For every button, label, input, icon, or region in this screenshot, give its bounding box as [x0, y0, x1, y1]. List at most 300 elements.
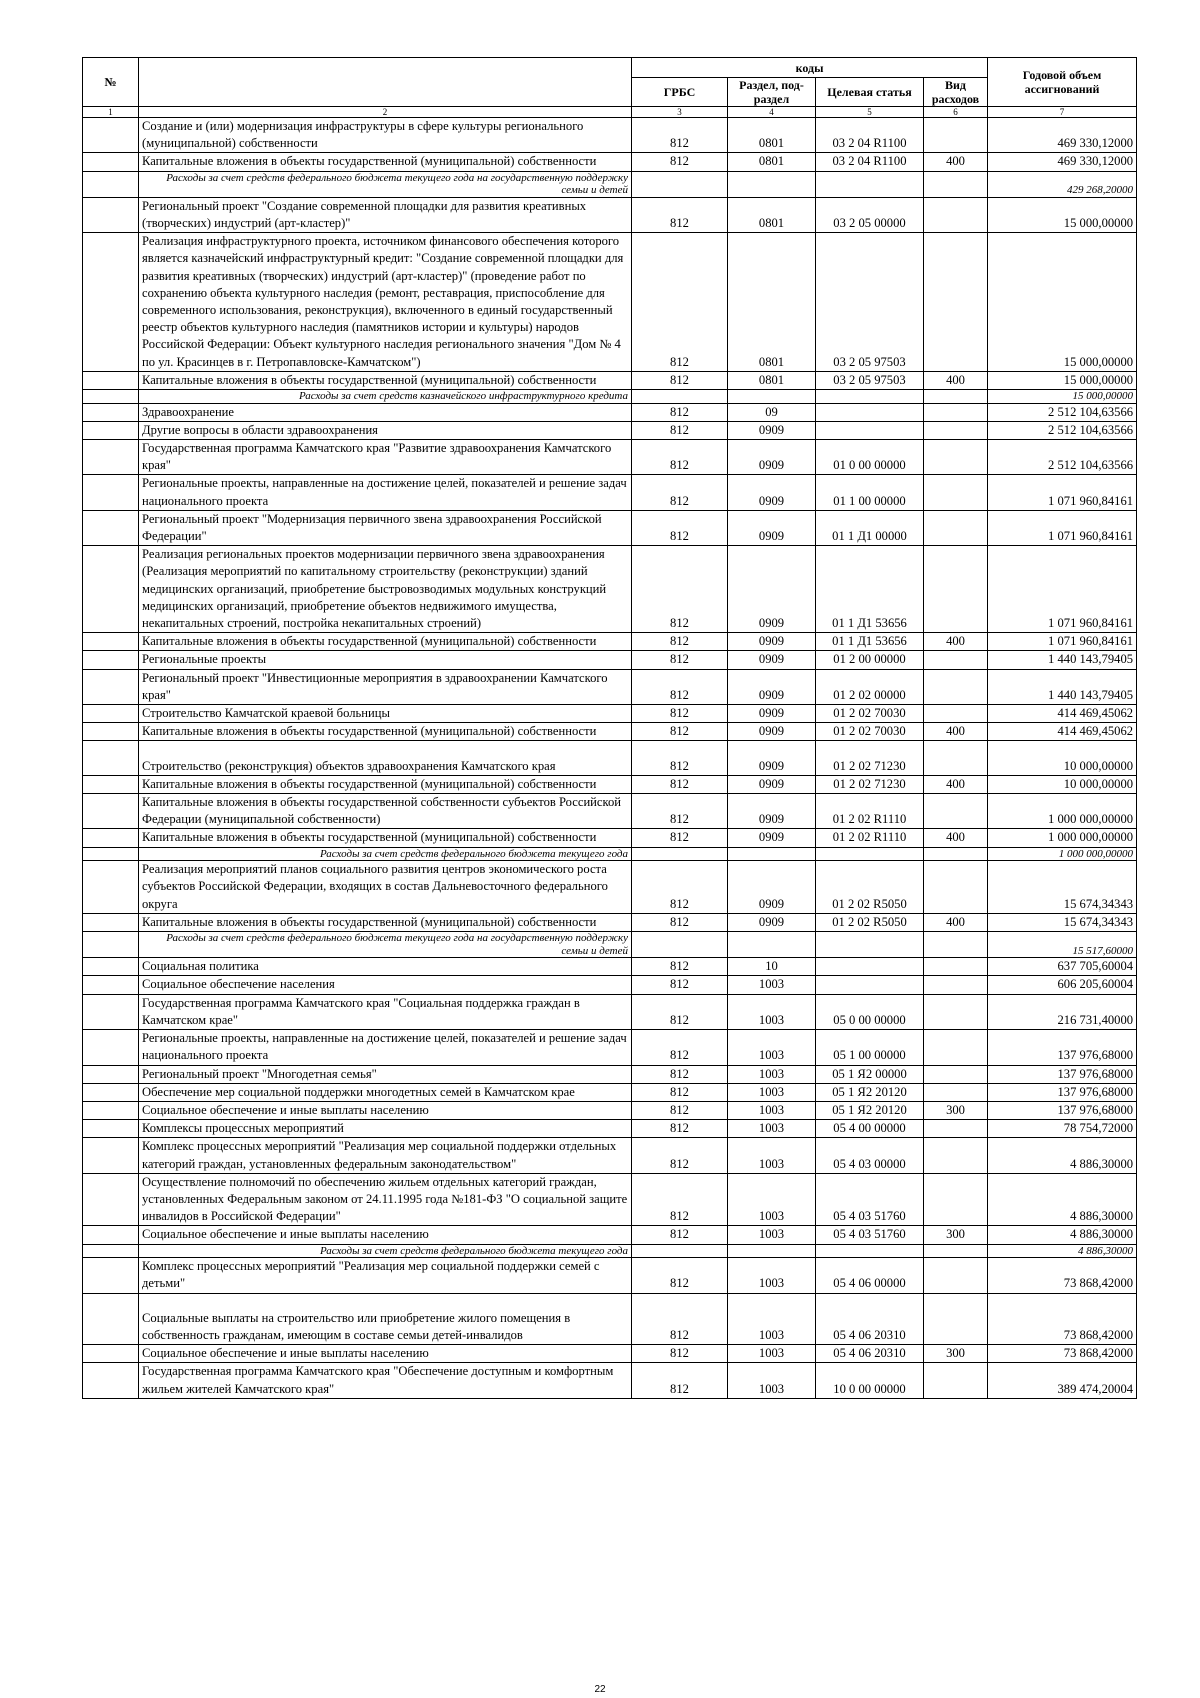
cell-name: Капитальные вложения в объекты государственной (муниципальной) собственности: [139, 723, 632, 741]
table-row: [83, 1226, 1137, 1244]
table-row: [83, 440, 1137, 475]
cell-amount: 15 000,00000: [988, 390, 1137, 404]
cell-amount: 4 886,30000: [988, 1138, 1137, 1173]
table-row: [83, 651, 1137, 669]
cell-amount: 15 674,34343: [988, 913, 1137, 931]
cell-section: 1003: [728, 1083, 816, 1101]
cell-amount: 15 000,00000: [988, 197, 1137, 232]
cell-grbs: 812: [632, 475, 728, 510]
cell-target-article: 10 0 00 00000: [816, 1363, 924, 1398]
cell-amount: 1 071 960,84161: [988, 633, 1137, 651]
cell-grbs: 812: [632, 633, 728, 651]
cell-section: [728, 390, 816, 404]
cell-grbs: 812: [632, 741, 728, 775]
cell-grbs: 812: [632, 1138, 728, 1173]
cell-name: Реализация инфраструктурного проекта, источником финансового обеспечения которого является казначейский инфраструктурный кредит: "Создание современной площадки для развития креативных (творческих) индустрий (арт-кластер)" (проведение работ по сохранению объекта культурного наследия (ремонт, реставрация, приспособление для современного использования, реконструкция), включенного в единый государственный реестр объектов культурного наследия (памятников истории и культуры) народов Российской Федерации: Объект культурного наследия регионального значения "Дом № 4 по ул. Красинцев в г. Петропавловске-Камчатском"): [139, 233, 632, 372]
cell-name: Социальное обеспечение и иные выплаты населению: [139, 1345, 632, 1363]
cell-target-article: [816, 976, 924, 994]
cell-name: Социальная политика: [139, 958, 632, 976]
cell-target-article: 03 2 05 00000: [816, 197, 924, 232]
cell-target-article: 05 4 03 51760: [816, 1226, 924, 1244]
cell-amount: 2 512 104,63566: [988, 403, 1137, 421]
cell-amount: 73 868,42000: [988, 1258, 1137, 1293]
cell-section: 1003: [728, 1345, 816, 1363]
cell-target-article: [816, 421, 924, 439]
cell-expense-kind: [924, 1065, 988, 1083]
cell-name: Социальные выплаты на строительство или приобретение жилого помещения в собственность гражданам, имеющим в составе семьи детей-инвалидов: [139, 1293, 632, 1345]
cell-section: 0909: [728, 861, 816, 914]
cell-section: 0801: [728, 233, 816, 372]
table-row: [83, 958, 1137, 976]
funding-note-row: [83, 171, 1137, 197]
cell-section: 1003: [728, 1226, 816, 1244]
table-row: [83, 1293, 1137, 1345]
cell-grbs: 812: [632, 1101, 728, 1119]
cell-amount: 469 330,12000: [988, 153, 1137, 171]
cell-grbs: 812: [632, 371, 728, 389]
header-number: №: [83, 58, 139, 107]
cell-expense-kind: [924, 233, 988, 372]
cell-grbs: [632, 1244, 728, 1258]
table-row: [83, 994, 1137, 1029]
cell-grbs: 812: [632, 1065, 728, 1083]
cell-section: 1003: [728, 1293, 816, 1345]
table-row: [83, 197, 1137, 232]
cell-expense-kind: [924, 1138, 988, 1173]
table-row: [83, 1120, 1137, 1138]
cell-name: Региональный проект "Инвестиционные мероприятия в здравоохранении Камчатского края": [139, 669, 632, 704]
cell-number: [83, 1293, 139, 1345]
cell-number: [83, 1138, 139, 1173]
cell-section: 1003: [728, 1138, 816, 1173]
cell-amount: 1 000 000,00000: [988, 829, 1137, 847]
cell-target-article: 05 4 03 00000: [816, 1138, 924, 1173]
cell-expense-kind: [924, 118, 988, 153]
cell-amount: 414 469,45062: [988, 723, 1137, 741]
cell-number: [83, 794, 139, 829]
cell-expense-kind: [924, 421, 988, 439]
cell-number: [83, 153, 139, 171]
table-row: [83, 829, 1137, 847]
cell-amount: 429 268,20000: [988, 171, 1137, 197]
cell-name: Региональный проект "Многодетная семья": [139, 1065, 632, 1083]
table-row: [83, 633, 1137, 651]
cell-number: [83, 546, 139, 633]
cell-target-article: 05 4 06 20310: [816, 1293, 924, 1345]
cell-target-article: 01 2 02 70030: [816, 723, 924, 741]
cell-name: Региональные проекты, направленные на достижение целей, показателей и решение задач национального проекта: [139, 1030, 632, 1065]
cell-expense-kind: [924, 958, 988, 976]
cell-grbs: 812: [632, 1345, 728, 1363]
cell-expense-kind: [924, 861, 988, 914]
cell-amount: 1 071 960,84161: [988, 475, 1137, 510]
cell-amount: 389 474,20004: [988, 1363, 1137, 1398]
cell-target-article: 01 2 02 R1110: [816, 829, 924, 847]
funding-note-row: [83, 1244, 1137, 1258]
column-number: 5: [816, 107, 924, 118]
cell-section: 0909: [728, 775, 816, 793]
cell-number: [83, 233, 139, 372]
cell-section: 0909: [728, 421, 816, 439]
table-row: [83, 794, 1137, 829]
cell-amount: 2 512 104,63566: [988, 421, 1137, 439]
cell-section: 0909: [728, 475, 816, 510]
cell-section: 1003: [728, 1258, 816, 1293]
header-target: Целевая статья: [816, 78, 924, 107]
cell-number: [83, 723, 139, 741]
cell-number: [83, 1363, 139, 1398]
cell-section: 09: [728, 403, 816, 421]
cell-section: [728, 1244, 816, 1258]
header-amount: Годовой объем ассигнований: [988, 58, 1137, 107]
cell-number: [83, 118, 139, 153]
cell-name: Капитальные вложения в объекты государственной собственности субъектов Российской Федерации (муниципальной собственности): [139, 794, 632, 829]
column-number: 1: [83, 107, 139, 118]
table-row: [83, 913, 1137, 931]
cell-target-article: 01 2 02 71230: [816, 775, 924, 793]
table-row: [83, 403, 1137, 421]
cell-amount: 4 886,30000: [988, 1244, 1137, 1258]
cell-amount: 1 071 960,84161: [988, 546, 1137, 633]
cell-amount: 1 440 143,79405: [988, 669, 1137, 704]
column-number: 2: [139, 107, 632, 118]
cell-grbs: 812: [632, 669, 728, 704]
cell-grbs: 812: [632, 651, 728, 669]
cell-number: [83, 958, 139, 976]
cell-number: [83, 510, 139, 545]
cell-grbs: 812: [632, 994, 728, 1029]
table-row: [83, 1065, 1137, 1083]
cell-name: Капитальные вложения в объекты государственной (муниципальной) собственности: [139, 829, 632, 847]
cell-amount: 78 754,72000: [988, 1120, 1137, 1138]
cell-expense-kind: [924, 1293, 988, 1345]
cell-name: Капитальные вложения в объекты государственной (муниципальной) собственности: [139, 913, 632, 931]
table-row: [83, 1101, 1137, 1119]
table-row: [83, 775, 1137, 793]
cell-expense-kind: [924, 794, 988, 829]
cell-expense-kind: [924, 741, 988, 775]
cell-target-article: [816, 403, 924, 421]
cell-expense-kind: [924, 847, 988, 861]
column-number: 3: [632, 107, 728, 118]
cell-target-article: 03 2 05 97503: [816, 371, 924, 389]
cell-name: Расходы за счет средств федерального бюджета текущего года: [139, 847, 632, 861]
table-row: [83, 1345, 1137, 1363]
cell-number: [83, 475, 139, 510]
cell-grbs: 812: [632, 1120, 728, 1138]
cell-target-article: 01 0 00 00000: [816, 440, 924, 475]
cell-section: 0909: [728, 794, 816, 829]
cell-section: 0909: [728, 741, 816, 775]
cell-amount: 10 000,00000: [988, 741, 1137, 775]
table-row: [83, 705, 1137, 723]
cell-section: 0801: [728, 118, 816, 153]
cell-amount: 15 517,60000: [988, 932, 1137, 958]
header-codes: коды: [632, 58, 988, 78]
cell-section: [728, 171, 816, 197]
cell-name: Реализация региональных проектов модернизации первичного звена здравоохранения (Реализация мероприятий по капитальному строительству (реконструкции) зданий медицинских организаций, приобретение быстровозводимых модульных конструкций медицинских организаций, приобретение объектов недвижимого имущества, некапитальных строений, постройка некапитальных строений): [139, 546, 632, 633]
cell-number: [83, 171, 139, 197]
table-row: [83, 233, 1137, 372]
cell-grbs: 812: [632, 1083, 728, 1101]
cell-section: 1003: [728, 1173, 816, 1226]
cell-section: 0801: [728, 153, 816, 171]
cell-section: 0909: [728, 651, 816, 669]
cell-amount: 137 976,68000: [988, 1083, 1137, 1101]
cell-name: Другие вопросы в области здравоохранения: [139, 421, 632, 439]
cell-name: Государственная программа Камчатского края "Социальная поддержка граждан в Камчатском крае": [139, 994, 632, 1029]
cell-number: [83, 669, 139, 704]
cell-number: [83, 1345, 139, 1363]
cell-number: [83, 1065, 139, 1083]
cell-amount: 606 205,60004: [988, 976, 1137, 994]
cell-name: Капитальные вложения в объекты государственной (муниципальной) собственности: [139, 775, 632, 793]
column-number: 4: [728, 107, 816, 118]
column-number: 7: [988, 107, 1137, 118]
cell-number: [83, 913, 139, 931]
cell-number: [83, 932, 139, 958]
table-row: [83, 861, 1137, 914]
cell-expense-kind: [924, 705, 988, 723]
table-row: [83, 1363, 1137, 1398]
cell-number: [83, 371, 139, 389]
cell-target-article: [816, 958, 924, 976]
cell-amount: 1 440 143,79405: [988, 651, 1137, 669]
table-row: [83, 1030, 1137, 1065]
cell-amount: 73 868,42000: [988, 1293, 1137, 1345]
cell-grbs: 812: [632, 403, 728, 421]
cell-expense-kind: 400: [924, 723, 988, 741]
funding-note-row: [83, 932, 1137, 958]
cell-name: Создание и (или) модернизация инфраструктуры в сфере культуры регионального (муниципальной) собственности: [139, 118, 632, 153]
cell-number: [83, 976, 139, 994]
budget-table-sheet: [82, 57, 1136, 1399]
cell-target-article: 03 2 05 97503: [816, 233, 924, 372]
cell-name: Реализация мероприятий планов социального развития центров экономического роста субъектов Российской Федерации, входящих в состав Дальневосточного федерального округа: [139, 861, 632, 914]
table-row: [83, 546, 1137, 633]
cell-number: [83, 390, 139, 404]
cell-name: Социальное обеспечение населения: [139, 976, 632, 994]
cell-amount: 73 868,42000: [988, 1345, 1137, 1363]
cell-grbs: 812: [632, 861, 728, 914]
cell-expense-kind: [924, 1363, 988, 1398]
table-row: [83, 723, 1137, 741]
cell-grbs: 812: [632, 1258, 728, 1293]
cell-grbs: 812: [632, 958, 728, 976]
table-row: [83, 371, 1137, 389]
cell-expense-kind: [924, 171, 988, 197]
cell-number: [83, 775, 139, 793]
cell-amount: 637 705,60004: [988, 958, 1137, 976]
cell-number: [83, 1120, 139, 1138]
table-row: [83, 1258, 1137, 1293]
cell-number: [83, 1173, 139, 1226]
cell-section: [728, 932, 816, 958]
table-row: [83, 1173, 1137, 1226]
cell-grbs: 812: [632, 421, 728, 439]
cell-number: [83, 705, 139, 723]
cell-section: 0909: [728, 723, 816, 741]
page-number: 22: [594, 1684, 606, 1695]
cell-number: [83, 1226, 139, 1244]
table-row: [83, 741, 1137, 775]
cell-amount: 414 469,45062: [988, 705, 1137, 723]
cell-target-article: 01 2 02 R5050: [816, 861, 924, 914]
cell-target-article: [816, 390, 924, 404]
table-row: [83, 153, 1137, 171]
cell-name: Капитальные вложения в объекты государственной (муниципальной) собственности: [139, 633, 632, 651]
cell-number: [83, 1244, 139, 1258]
header-kind: Вид расходов: [924, 78, 988, 107]
cell-name: Капитальные вложения в объекты государственной (муниципальной) собственности: [139, 153, 632, 171]
cell-expense-kind: [924, 390, 988, 404]
cell-target-article: 01 1 Д1 00000: [816, 510, 924, 545]
cell-expense-kind: [924, 976, 988, 994]
cell-expense-kind: [924, 1120, 988, 1138]
table-row: [83, 421, 1137, 439]
cell-grbs: 812: [632, 233, 728, 372]
cell-name: Государственная программа Камчатского края "Обеспечение доступным и комфортным жильем жителей Камчатского края": [139, 1363, 632, 1398]
cell-number: [83, 403, 139, 421]
cell-target-article: 05 0 00 00000: [816, 994, 924, 1029]
cell-section: 1003: [728, 1065, 816, 1083]
cell-grbs: 812: [632, 153, 728, 171]
cell-number: [83, 633, 139, 651]
cell-name: Расходы за счет средств федерального бюджета текущего года на государственную поддержку семьи и детей: [139, 171, 632, 197]
cell-expense-kind: [924, 1258, 988, 1293]
cell-section: 1003: [728, 1101, 816, 1119]
cell-target-article: 01 1 00 00000: [816, 475, 924, 510]
cell-section: 1003: [728, 1363, 816, 1398]
cell-expense-kind: [924, 651, 988, 669]
cell-number: [83, 741, 139, 775]
cell-amount: 1 000 000,00000: [988, 794, 1137, 829]
cell-amount: 1 071 960,84161: [988, 510, 1137, 545]
cell-target-article: [816, 932, 924, 958]
cell-section: 0801: [728, 197, 816, 232]
cell-expense-kind: [924, 994, 988, 1029]
cell-target-article: 01 2 02 71230: [816, 741, 924, 775]
cell-target-article: 03 2 04 R1100: [816, 153, 924, 171]
cell-target-article: 05 4 03 51760: [816, 1173, 924, 1226]
cell-target-article: 05 1 Я2 20120: [816, 1083, 924, 1101]
cell-amount: 15 674,34343: [988, 861, 1137, 914]
cell-number: [83, 440, 139, 475]
cell-name: Обеспечение мер социальной поддержки многодетных семей в Камчатском крае: [139, 1083, 632, 1101]
cell-grbs: 812: [632, 794, 728, 829]
cell-amount: 10 000,00000: [988, 775, 1137, 793]
cell-grbs: 812: [632, 440, 728, 475]
cell-name: Региональный проект "Создание современной площадки для развития креативных (творческих) индустрий (арт-кластер)": [139, 197, 632, 232]
cell-amount: 4 886,30000: [988, 1226, 1137, 1244]
cell-target-article: 05 1 Я2 20120: [816, 1101, 924, 1119]
cell-target-article: 01 2 02 00000: [816, 669, 924, 704]
cell-section: 0909: [728, 510, 816, 545]
table-row: [83, 475, 1137, 510]
header-section: Раздел, под-раздел: [728, 78, 816, 107]
cell-grbs: 812: [632, 1363, 728, 1398]
cell-name: Региональные проекты: [139, 651, 632, 669]
cell-name: Комплекс процессных мероприятий "Реализация мер социальной поддержки семей с детьми": [139, 1258, 632, 1293]
cell-expense-kind: [924, 1244, 988, 1258]
cell-amount: 15 000,00000: [988, 233, 1137, 372]
cell-expense-kind: [924, 1083, 988, 1101]
cell-grbs: 812: [632, 723, 728, 741]
cell-name: Расходы за счет средств федерального бюджета текущего года: [139, 1244, 632, 1258]
cell-section: 0909: [728, 633, 816, 651]
cell-amount: 137 976,68000: [988, 1030, 1137, 1065]
table-row: [83, 976, 1137, 994]
cell-grbs: 812: [632, 976, 728, 994]
cell-number: [83, 847, 139, 861]
cell-name: Социальное обеспечение и иные выплаты населению: [139, 1101, 632, 1119]
cell-grbs: 812: [632, 1226, 728, 1244]
cell-grbs: [632, 171, 728, 197]
cell-amount: 216 731,40000: [988, 994, 1137, 1029]
budget-allocations-table: [82, 57, 1137, 1399]
cell-grbs: 812: [632, 118, 728, 153]
cell-number: [83, 1083, 139, 1101]
cell-grbs: 812: [632, 705, 728, 723]
cell-target-article: 01 2 02 R1110: [816, 794, 924, 829]
cell-expense-kind: 300: [924, 1226, 988, 1244]
column-number: 6: [924, 107, 988, 118]
cell-target-article: 05 4 06 00000: [816, 1258, 924, 1293]
cell-grbs: 812: [632, 1173, 728, 1226]
cell-target-article: [816, 1244, 924, 1258]
cell-name: Строительство (реконструкция) объектов здравоохранения Камчатского края: [139, 741, 632, 775]
cell-expense-kind: [924, 197, 988, 232]
cell-expense-kind: 400: [924, 829, 988, 847]
cell-section: 0801: [728, 371, 816, 389]
cell-name: Региональные проекты, направленные на достижение целей, показателей и решение задач национального проекта: [139, 475, 632, 510]
cell-expense-kind: [924, 475, 988, 510]
cell-grbs: 812: [632, 197, 728, 232]
cell-number: [83, 861, 139, 914]
table-row: [83, 510, 1137, 545]
cell-section: [728, 847, 816, 861]
cell-target-article: 01 2 02 70030: [816, 705, 924, 723]
cell-name: Строительство Камчатской краевой больницы: [139, 705, 632, 723]
cell-name: Комплекс процессных мероприятий "Реализация мер социальной поддержки отдельных категорий граждан, установленных федеральным законодательством": [139, 1138, 632, 1173]
cell-number: [83, 1030, 139, 1065]
cell-target-article: 01 1 Д1 53656: [816, 633, 924, 651]
cell-name: Осуществление полномочий по обеспечению жильем отдельных категорий граждан, установленных Федеральным законом от 24.11.1995 года №181-ФЗ "О социальной защите инвалидов в Российской Федерации": [139, 1173, 632, 1226]
cell-target-article: 01 1 Д1 53656: [816, 546, 924, 633]
cell-amount: 1 000 000,00000: [988, 847, 1137, 861]
cell-target-article: [816, 847, 924, 861]
table-row: [83, 1083, 1137, 1101]
cell-expense-kind: 400: [924, 775, 988, 793]
cell-number: [83, 651, 139, 669]
cell-number: [83, 1258, 139, 1293]
cell-section: 0909: [728, 669, 816, 704]
cell-expense-kind: [924, 403, 988, 421]
cell-expense-kind: [924, 440, 988, 475]
cell-target-article: 01 2 00 00000: [816, 651, 924, 669]
cell-grbs: [632, 390, 728, 404]
cell-grbs: [632, 932, 728, 958]
cell-expense-kind: 300: [924, 1345, 988, 1363]
cell-expense-kind: 400: [924, 153, 988, 171]
cell-expense-kind: 300: [924, 1101, 988, 1119]
cell-grbs: 812: [632, 546, 728, 633]
cell-grbs: 812: [632, 775, 728, 793]
cell-name: Государственная программа Камчатского края "Развитие здравоохранения Камчатского края": [139, 440, 632, 475]
cell-grbs: 812: [632, 829, 728, 847]
cell-expense-kind: 400: [924, 913, 988, 931]
cell-section: 1003: [728, 994, 816, 1029]
